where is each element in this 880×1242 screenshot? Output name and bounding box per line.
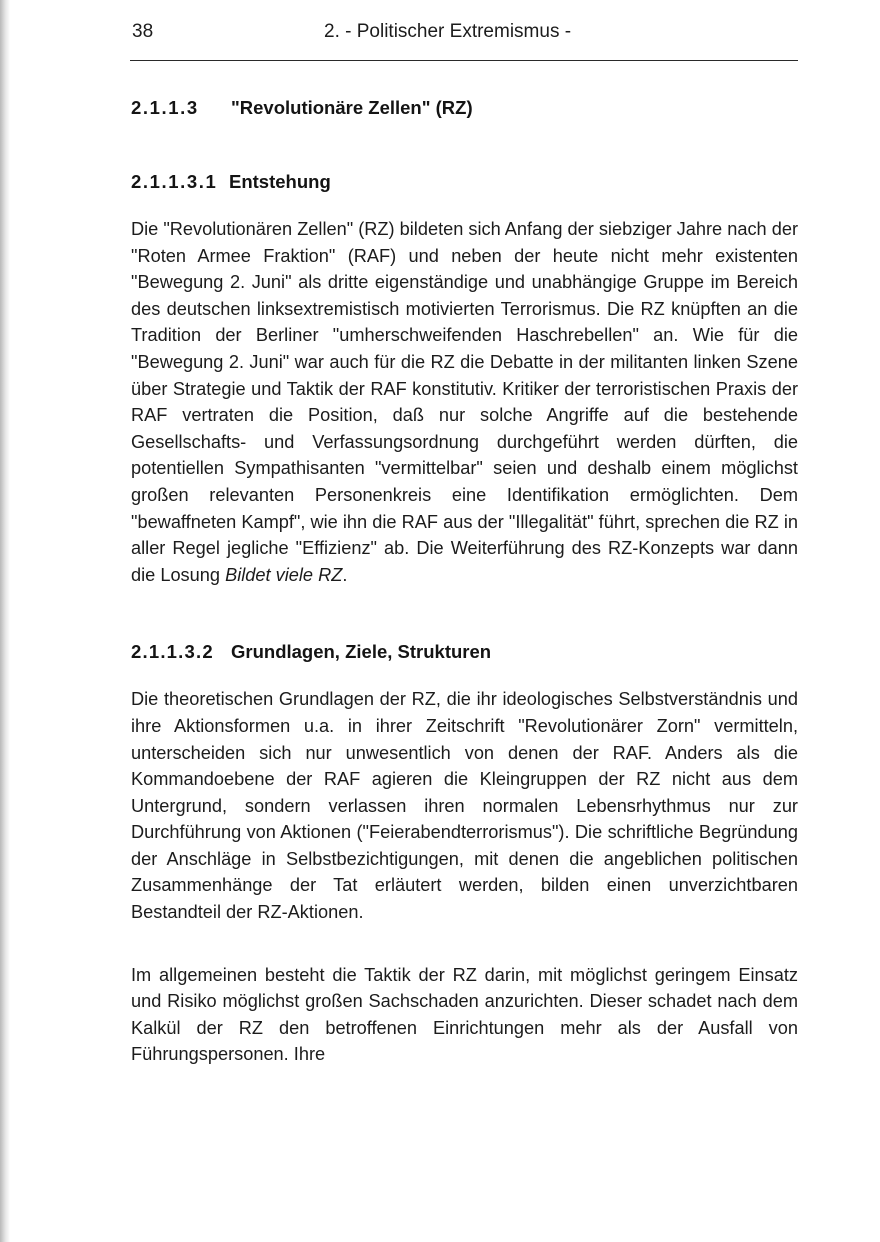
page-number: 38 <box>132 21 154 42</box>
slogan-text: Bildet viele RZ <box>225 564 343 585</box>
paragraph-taktik: Im allgemeinen besteht die Taktik der RZ darin, mit möglichst geringem Einsatz und Risiko möglichst großen Sachschaden anzurichten. Dieser schadet nach dem Kalkül der RZ den betroffenen Einrichtungen mehr als der Ausfall von Führungspersonen. Ihre <box>131 964 798 1065</box>
section-title: "Revolutionäre Zellen" (RZ) <box>231 97 473 118</box>
paragraph-grundlagen: Die theoretischen Grundlagen der RZ, die ihr ideologisches Selbstverständnis und ihre Aktionsformen u.a. in ihrer Zeitschrift "Revolutionärer Zorn" vermitteln, unterscheiden sich nur unwesentlich von denen der RAF. Anders als die Kommandoebene der RAF agieren die Kleingruppen der RZ nicht aus dem Untergrund, sondern verlassen ihren normalen Lebensrhythmus nur zur Durchführung von Aktionen ("Feierabendterrorismus"). Die schriftliche Begründung der Anschläge in Selbstbezichtigungen, mit denen die angeblichen politischen Zusammenhänge der Tat erläutert werden, bilden einen unverzichtbaren Bestandteil der RZ-Aktionen. <box>131 689 798 923</box>
paragraph-entstehung <box>131 216 798 588</box>
section-heading <box>131 95 798 121</box>
header-divider <box>130 60 798 61</box>
subsection-title: Entstehung <box>229 171 331 192</box>
paragraph-text: Die "Revolutionären Zellen" (RZ) bildeten sich Anfang der siebziger Jahre nach der "Roten Armee Fraktion" (RAF) und neben der heute nicht mehr existenten "Bewegung 2. Juni" als dritte eigenständige und unabhängige Gruppe im Bereich des deutschen linksextremistisch motivierten Terrorismus. Die RZ knüpften an die Tradition der Berliner "umherschweifenden Haschrebellen" an. Wie für die "Bewegung 2. Juni" war auch für die RZ die Debatte in der militanten linken Szene über Strategie und Taktik der RAF konstitutiv. Kritiker der terroristischen Praxis der RAF vertraten die Position, daß nur solche Angriffe auf die bestehende Gesellschafts- und Verfassungsordnung durchgeführt werden dürften, die potentiellen Sympathisanten "vermittelbar" seien und deshalb einem möglichst großen relevanten Personenkreis eine Identifikation ermöglichten. Dem "bewaffneten Kampf", wie ihn die RAF aus der "Illegalität" führt, sprechen die RZ in aller Regel jegliche "Effizienz" ab. Die Weiterführung des RZ-Konzepts war dann die Losung <box>131 219 799 585</box>
subsection-number: 2.1.1.3.1 <box>131 171 218 192</box>
running-title: 2. - Politischer Extremismus - <box>324 21 572 42</box>
subsection-title: Grundlagen, Ziele, Strukturen <box>231 641 492 663</box>
subsection-heading-entstehung <box>131 169 798 195</box>
subsection-number: 2.1.1.3.2 <box>131 641 214 663</box>
page-header <box>132 20 796 48</box>
slogan-period: . <box>342 564 348 585</box>
subsection-heading-grundlagen <box>131 639 798 665</box>
section-number: 2.1.1.3 <box>131 97 199 118</box>
page-body <box>131 95 798 1068</box>
